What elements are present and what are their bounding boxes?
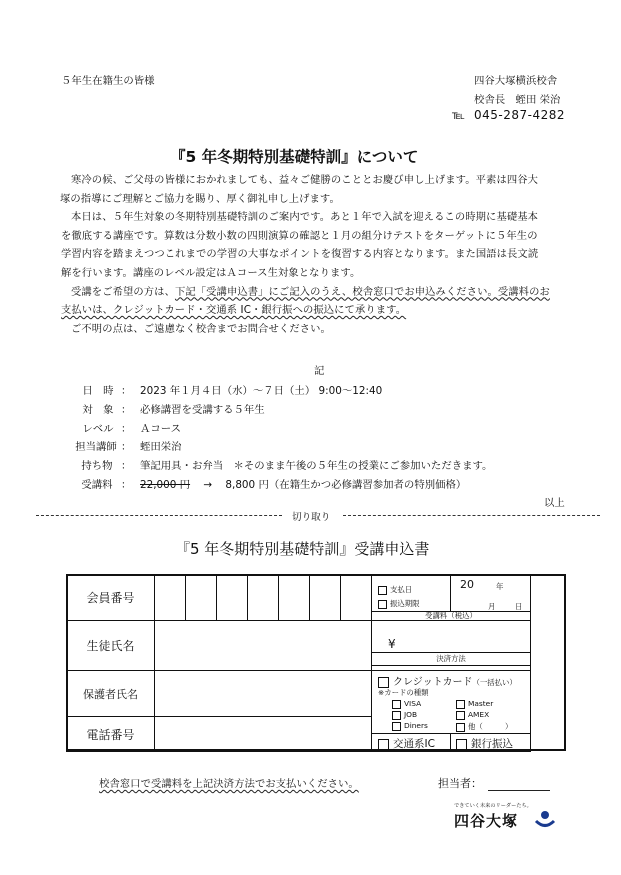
other-label: 他（ ） <box>468 722 513 731</box>
paragraph-intro-3: 学習内容を踏まえつつこれまでの学習の大事なポイントを復習する内容となります。また国語は長文読 <box>61 248 539 261</box>
card-diners[interactable] <box>392 721 428 731</box>
guardian-name-field[interactable] <box>155 671 372 717</box>
ki-heading: 記 <box>314 365 325 377</box>
detail-label: 対 象 <box>82 404 114 416</box>
transfer-deadline-option[interactable] <box>378 598 420 609</box>
card-master[interactable] <box>456 699 493 709</box>
cut-line-left <box>36 515 282 516</box>
member-no-digit-3[interactable] <box>217 575 248 621</box>
apply-lead: 受講をご希望の方は、 <box>71 285 175 298</box>
other-checkbox[interactable] <box>456 723 465 732</box>
year-label: 年 <box>496 582 504 591</box>
paragraph-intro-4: 解を行います。講座のレベル設定はＡコース生対象となります。 <box>61 266 361 279</box>
credit-note: （一括払い） <box>472 678 517 687</box>
ic-bank-divider <box>450 733 451 751</box>
tantou-signature-line <box>488 790 550 791</box>
credit-option[interactable] <box>378 673 517 688</box>
visa-checkbox[interactable] <box>392 700 401 709</box>
student-name-field[interactable] <box>155 621 372 671</box>
detail-colon: ： <box>121 404 132 416</box>
paragraph-contact: ご不明の点は、ご遠慮なく校舎までお問合せください。 <box>71 322 331 335</box>
card-amex[interactable] <box>456 710 489 720</box>
credit-label: クレジットカード <box>393 677 473 688</box>
principal-name: 校舎長 蛭田 栄治 <box>474 94 561 106</box>
amex-label: AMEX <box>468 710 490 719</box>
fee-row <box>140 476 466 491</box>
student-name-label: 生徒氏名 <box>67 621 155 671</box>
school-name: 四谷大塚横浜校舎 <box>474 75 558 87</box>
paragraph-greeting-1: 寒冷の候、ご父母の皆様におかれましても、益々ご健勝のこととお慶び申し上げます。平素は四谷大 <box>71 174 539 186</box>
logo-tagline: できていく未来のリーダーたち。 <box>454 803 532 809</box>
pay-date-option[interactable] <box>378 584 412 595</box>
ic-divider <box>372 733 530 734</box>
card-other[interactable] <box>456 721 512 732</box>
detail-colon: ： <box>121 460 132 472</box>
detail-value: 筆記用具・お弁当 ＊そのまま午後の５年生の授業にご参加いただきます。 <box>140 460 493 472</box>
detail-value: 必修講習を受講する５年生 <box>140 404 265 416</box>
year-prefix: 20 <box>460 578 474 591</box>
member-no-digit-6[interactable] <box>310 575 341 621</box>
date-divider <box>450 575 451 611</box>
fee-tax-label: 受講料（税込） <box>425 611 477 620</box>
paragraph-greeting-2: 塚の指導にご理解とご協力を賜り、厚く御礼申し上げます。 <box>60 192 340 205</box>
bank-checkbox[interactable] <box>456 739 467 750</box>
detail-colon: ： <box>121 385 132 397</box>
cut-label: 切り取り <box>292 512 331 523</box>
member-no-digit-5[interactable] <box>279 575 310 621</box>
amex-checkbox[interactable] <box>456 711 465 720</box>
visa-label: VISA <box>404 699 422 708</box>
member-no-digit-2[interactable] <box>186 575 217 621</box>
page-title: 『5 年冬期特別基礎特訓』について <box>170 148 419 166</box>
master-checkbox[interactable] <box>456 700 465 709</box>
price-note: （在籍生かつ必修講習参加者の特別価格） <box>268 479 467 491</box>
detail-colon: ： <box>121 479 132 491</box>
payment-method-cell[interactable] <box>372 671 531 752</box>
card-job[interactable] <box>392 710 417 720</box>
month-label: 月 <box>488 602 496 611</box>
card-visa[interactable] <box>392 699 421 709</box>
logo-mark-icon <box>534 808 556 830</box>
card-types-label: ※カードの種類 <box>378 688 429 697</box>
payment-methods: 支払いは、クレジットカード・交通系 IC・銀行振への振込にて承ります。 <box>61 304 407 317</box>
apply-instruction: 下記「受講申込書」にご記入のうえ、校舎窓口でお申込みください。受講料のお <box>174 285 550 298</box>
member-no-digit-4[interactable] <box>248 575 279 621</box>
detail-label: 日 時 <box>82 385 114 397</box>
form-title: 『5 年冬期特別基礎特訓』受講申込書 <box>175 540 430 558</box>
detail-value: 蛭田栄治 <box>140 441 182 453</box>
bank-label: 銀行振込 <box>471 738 513 750</box>
fee-cell[interactable] <box>372 611 531 671</box>
body-text <box>61 171 571 338</box>
ijou-text: 以上 <box>544 497 565 509</box>
original-price: 22,000 円 <box>140 479 191 491</box>
ic-label: 交通系IC <box>393 738 435 750</box>
phone-label: 電話番号 <box>67 717 155 752</box>
phone-icon: ℡ <box>452 108 465 122</box>
application-form <box>66 574 531 752</box>
credit-checkbox[interactable] <box>378 677 389 688</box>
member-no-digit-1[interactable] <box>155 575 186 621</box>
job-label: JOB <box>404 710 418 719</box>
detail-colon: ： <box>121 441 132 453</box>
payment-instruction: 校舎窓口で受講料を上記決済方法でお支払いください。 <box>99 778 359 790</box>
ic-option[interactable] <box>378 736 435 751</box>
paragraph-apply-1 <box>61 283 571 302</box>
bank-option[interactable] <box>456 736 513 751</box>
job-checkbox[interactable] <box>392 711 401 720</box>
paragraph-apply-2 <box>61 301 571 320</box>
arrow-icon: → <box>203 479 213 491</box>
tantou-label: 担当者： <box>438 777 482 790</box>
diners-checkbox[interactable] <box>392 722 401 731</box>
settle-divider <box>372 665 530 666</box>
fee-label: 受講料 <box>81 479 113 491</box>
master-label: Master <box>468 699 494 708</box>
day-label: 日 <box>515 602 523 611</box>
settlement-label: 決済方法 <box>436 654 466 663</box>
transfer-deadline-label: 振込期限 <box>390 599 420 608</box>
member-no-label: 会員番号 <box>67 575 155 621</box>
detail-value: Ａコース <box>140 423 182 435</box>
logo <box>454 802 560 838</box>
detail-value: 2023 年１月４日（水）～７日（土） 9:00～12:40 <box>140 385 383 397</box>
transfer-deadline-checkbox[interactable] <box>378 600 387 609</box>
yen-symbol: ¥ <box>388 637 396 651</box>
guardian-name-label: 保護者氏名 <box>67 671 155 717</box>
logo-name: 四谷大塚 <box>454 812 519 830</box>
paragraph-intro-2: を徹底する講座です。算数は分数小数の四則演算の確認と１月の組分けテストをターゲットに５年生の <box>61 229 538 242</box>
detail-label: 担当講師 <box>75 441 117 453</box>
ic-checkbox[interactable] <box>378 739 389 750</box>
diners-label: Diners <box>404 721 428 730</box>
recipient: ５年生在籍生の皆様 <box>61 75 155 87</box>
detail-colon: ： <box>121 423 132 435</box>
phone-field[interactable] <box>155 717 372 752</box>
detail-label: 持ち物 <box>81 460 113 472</box>
member-no-digit-7[interactable] <box>341 575 372 621</box>
detail-label: レベル <box>82 423 114 435</box>
pay-date-label: 支払日 <box>390 585 413 594</box>
paragraph-intro-1: 本日は、５年生対象の冬期特別基礎特訓のご案内です。あと１年で入試を迎えるこの時期に基礎基本 <box>71 211 539 224</box>
pay-date-checkbox[interactable] <box>378 586 387 595</box>
phone-number: 045-287-4282 <box>474 108 566 122</box>
cut-line-right <box>343 515 600 516</box>
special-price: 8,800 円 <box>225 479 269 491</box>
